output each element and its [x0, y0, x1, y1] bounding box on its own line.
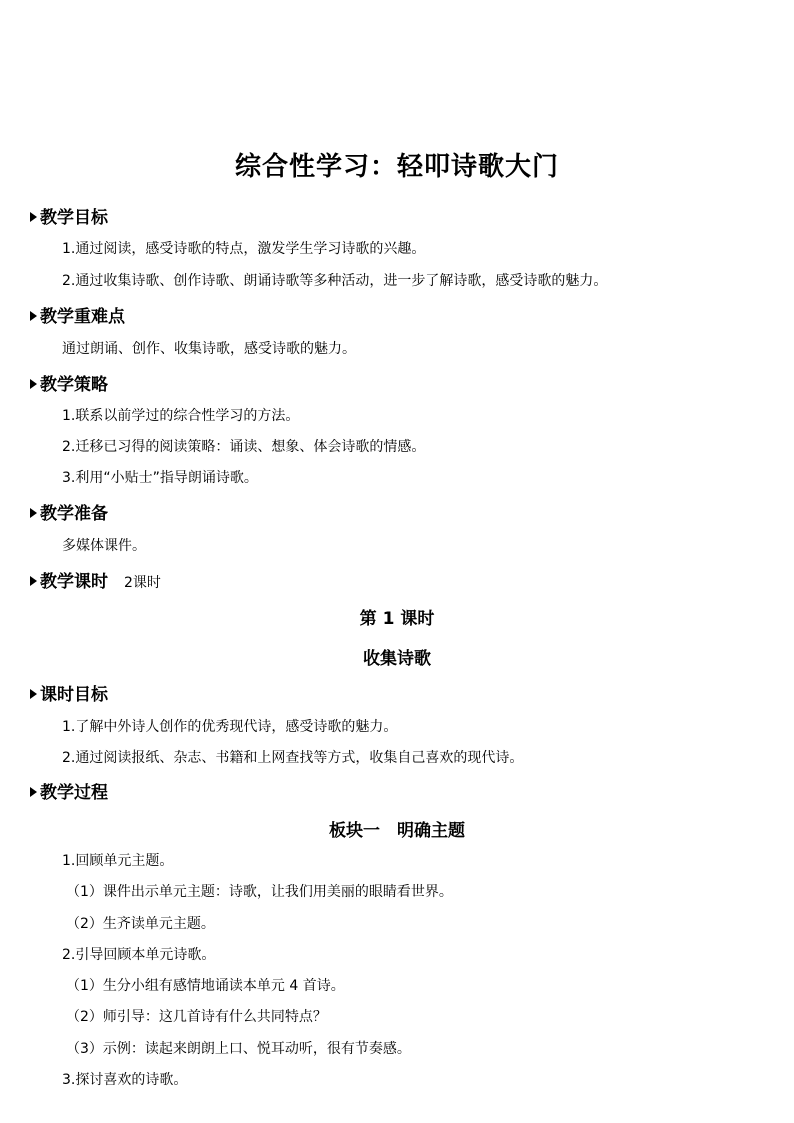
document-title: 综合性学习：轻叩诗歌大门: [234, 152, 559, 182]
key-points-text: 通过朗诵、创作、收集诗歌，感受诗歌的魅力。: [62, 341, 356, 357]
process-line: 3.探讨喜欢的诗歌。: [62, 1072, 188, 1088]
triangle-bullet-icon: [30, 379, 37, 389]
lesson-goal-item: 1.了解中外诗人创作的优秀现代诗，感受诗歌的魅力。: [62, 719, 398, 735]
lesson-goal-item: 2.通过阅读报纸、杂志、书籍和上网查找等方式，收集自己喜欢的现代诗。: [62, 750, 524, 766]
heading-preparation: [30, 499, 108, 524]
goal-item: 1.通过阅读，感受诗歌的特点，激发学生学习诗歌的兴趣。: [62, 241, 426, 257]
triangle-bullet-icon: [30, 311, 37, 321]
process-line: （2）生齐读单元主题。: [66, 916, 215, 932]
triangle-bullet-icon: [30, 689, 37, 699]
heading-teaching-process: [30, 778, 108, 803]
process-line: （1）生分小组有感情地诵读本单元 4 首诗。: [66, 978, 345, 994]
process-line: （2）师引导：这几首诗有什么共同特点？: [66, 1009, 327, 1025]
triangle-bullet-icon: [30, 212, 37, 222]
process-line: 2.引导回顾本单元诗歌。: [62, 947, 216, 963]
block-title: 板块一 明确主题: [329, 821, 465, 841]
strategy-item: 2.迁移已习得的阅读策略：诵读、想象、体会诗歌的情感。: [62, 439, 426, 455]
strategy-item: 1.联系以前学过的综合性学习的方法。: [62, 408, 300, 424]
process-line: （3）示例：读起来朗朗上口、悦耳动听，很有节奏感。: [66, 1041, 411, 1057]
heading-label: 教学课时: [40, 572, 108, 592]
heading-label: 教学目标: [40, 208, 108, 228]
heading-label: 教学过程: [40, 783, 108, 803]
process-line: 1.回顾单元主题。: [62, 853, 174, 869]
goal-item: 2.通过收集诗歌、创作诗歌、朗诵诗歌等多种活动，进一步了解诗歌，感受诗歌的魅力。: [62, 273, 608, 289]
heading-lesson-goals: [30, 680, 108, 705]
heading-label: 教学准备: [40, 504, 108, 524]
heading-label: 课时目标: [40, 685, 108, 705]
heading-strategy: [30, 370, 108, 395]
process-line: （1）课件出示单元主题：诗歌，让我们用美丽的眼睛看世界。: [66, 884, 453, 900]
heading-teaching-goals: [30, 203, 108, 228]
heading-label: 教学策略: [40, 375, 108, 395]
heading-label: 教学重难点: [40, 307, 125, 327]
preparation-text: 多媒体课件。: [62, 538, 146, 554]
class-hours-value: 2课时: [124, 575, 161, 591]
triangle-bullet-icon: [30, 576, 37, 586]
heading-key-points: [30, 302, 125, 327]
triangle-bullet-icon: [30, 787, 37, 797]
strategy-item: 3.利用“小贴士”指导朗诵诗歌。: [62, 470, 258, 486]
lesson-subtitle: 收集诗歌: [363, 649, 431, 669]
triangle-bullet-icon: [30, 508, 37, 518]
heading-class-hours: [30, 567, 161, 592]
lesson-title: 第 1 课时: [359, 609, 435, 629]
